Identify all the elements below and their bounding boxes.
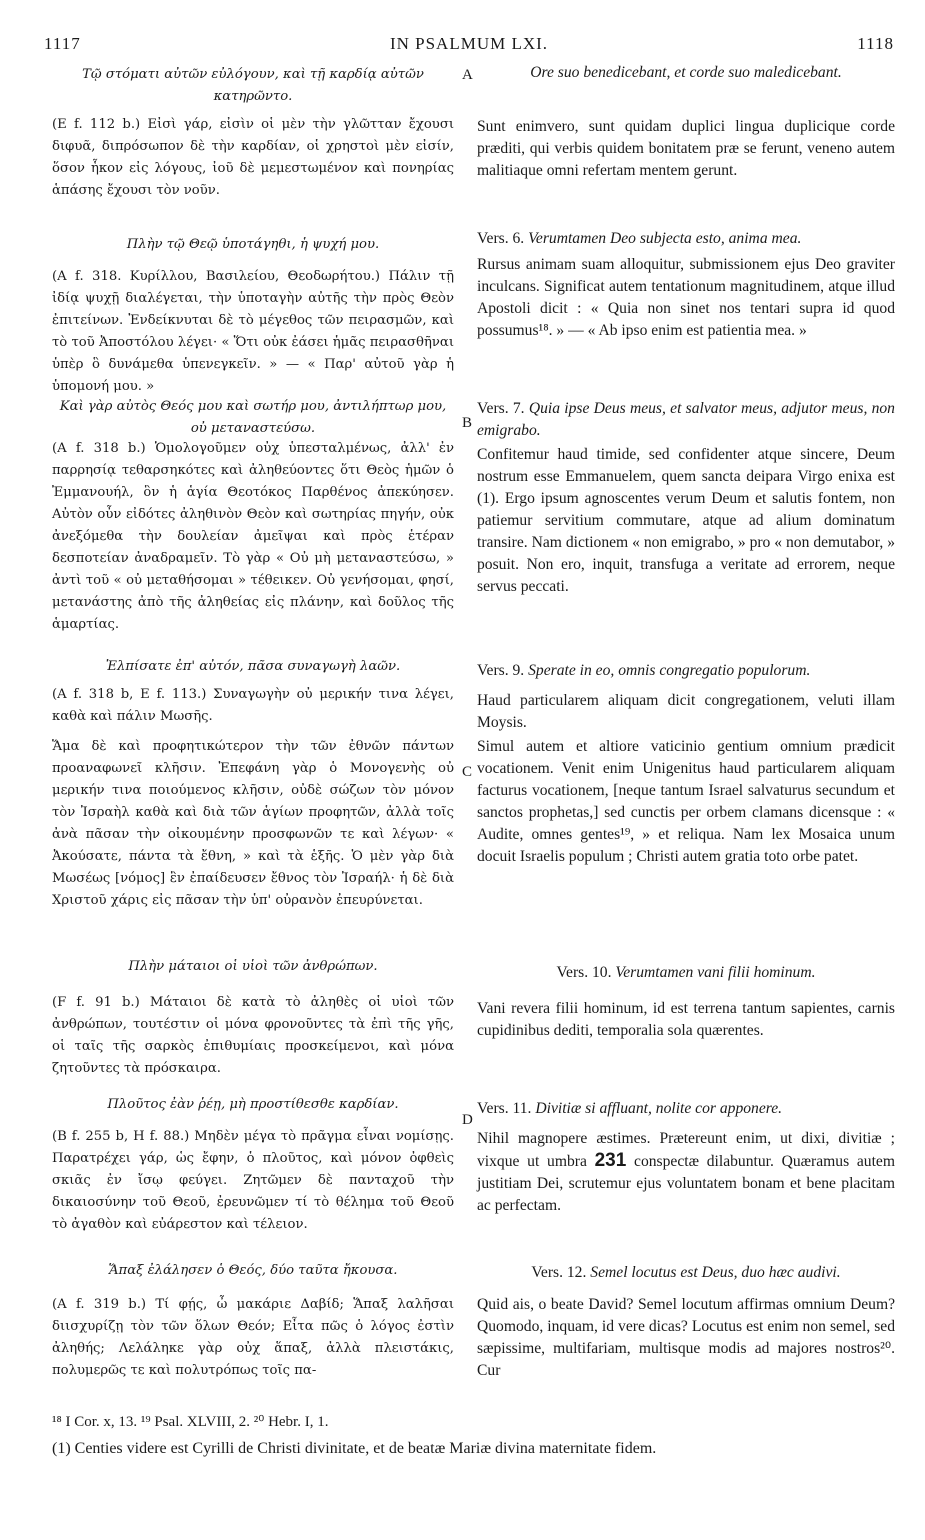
greek-verse: Ἅπαξ ἐλάλησεν ὁ Θεός, δύο ταῦτα ἤκουσα. [108,1263,398,1278]
verse-number: Vers. 11. [477,1100,532,1117]
column-number: 231 [594,1150,627,1171]
verse-number: Vers. 7. [477,400,525,417]
verse-text: Semel locutus est Deus, duo hæc audivi. [590,1264,841,1281]
latin-paragraph [477,1128,895,1217]
latin-paragraph: Quid ais, o beate David? Semel locutum affirmas omnium Deum? Quomodo, inquam, id vere dicas? Locutus est enim non semel, sed sæpissime, multifariam, multisque modis ad majores nostros²⁰. Cur [477,1296,895,1379]
latin-verse: Ore suo benedicebant, et corde suo maledicebant. [530,64,842,81]
greek-paragraph: (A f. 318 b.) Ὁμολογοῦμεν οὐχ ὑπεσταλμένως, ἀλλ' ἐν παρρησίᾳ τεθαρσηκότες καὶ ἀληθεύοντες ὅτι Θεὸς ἡμῶν ὁ Ἐμμανουήλ, ὃν ἡ ἁγία Θεοτόκος Παρθένος ἀπεκύησεν. Αὐτὸν οὖν εἰδότες ἀληθινὸν Θεὸν καὶ σωτηρίας πηγήν, οὐκ ἀνεξόμεθα τὴν δουλείαν ἀμεῖψαι καὶ πρὸς ἑτέραν δεσποτείαν ἀναδραμεῖν. Τὸ γὰρ « Οὐ μὴ μεταναστεύσω, » ἀντὶ τοῦ « οὐ μεταθήσομαι » τέθεικεν. Οὐ γενήσομαι, φησί, μετανάστης ἀπὸ τῆς ἀληθείας εἰς πλάνην, καὶ δοῦλος τῆς ἁμαρτίας. [52,441,454,632]
paragraph-text: conspectæ dilabuntur. Quæramus autem justitiam Dei, scrutemur ejus voluntatem bonam et bene placitam ac perfectam. [477,1153,895,1214]
greek-verse: Ἐλπίσατε ἐπ' αὐτόν, πᾶσα συναγωγὴ λαῶν. [105,659,401,674]
latin-verse [477,1262,895,1284]
greek-paragraph: (F f. 91 b.) Μάταιοι δὲ κατὰ τὸ ἀληθὲς οἱ υἱοὶ τῶν ἀνθρώπων, τουτέστιν οἱ μόνα φρονοῦντες τὰ ἐπὶ τῆς γῆς, οἱ ταῖς τῆς σαρκὸς ἐπιθυμίαις προσκείμενοι, καὶ μόνα ζητοῦντες τὰ πρόσκαιρα. [52,995,454,1076]
greek-paragraph: (A f. 318 b, E f. 113.) Συναγωγὴν οὐ μερικήν τινα λέγει, καθὰ καὶ πάλιν Μωσῆς. [52,687,454,724]
verse-text: Sperate in eo, omnis congregatio populorum. [528,662,811,679]
verse-text: Verumtamen vani filii hominum. [615,964,816,981]
greek-paragraph: (A f. 319 b.) Τί φῄς, ὦ μακάριε Δαβίδ; Ἅπαξ λαλῆσαι διισχυρίζῃ τὸν τῶν ὅλων Θεόν; Εἶτα πῶς ὁ λόγος ἐστὶν ἀληθής; Λελάληκε γὰρ οὐχ ἅπαξ, ἀλλὰ πλειστάκις, πολυμερῶς τε καὶ πολυτρόπως τοῖς πα- [52,1297,454,1378]
latin-paragraph: Confitemur haud timide, sed confidenter atque sincere, Deum nostrum esse Emmanuelem, quem sancta deipara Virgo enixa est (1). Ergo ipsum agnoscentes verum Deum et salutis fontem, non patiemur servitium commutare, atque ad alium dominatum transire. Nam dictionem « non emigrabo, » pro « non demutabor, » posuit. Non ero, inquit, transfuga a veritate ad errorem, neque servus peccati. [477,446,895,595]
margin-letter-b: B [462,415,473,431]
greek-verse: Πλὴν μάταιοι οἱ υἱοὶ τῶν ἀνθρώπων. [128,959,378,974]
greek-paragraph: Ἅμα δὲ καὶ προφητικώτερον τὴν τῶν ἐθνῶν πάντων προαναφωνεῖ κλῆσιν. Ἐπεφάνη γὰρ ὁ Μονογενὴς οὐ μερικήν τινα ποιούμενος κλῆσιν, οὐδὲ σώζων τὸν μόνον τὸν Ἰσραὴλ καθὰ καὶ διὰ τῶν ἁγίων προφητῶν, ἀλλὰ τοῖς ἀνὰ πᾶσαν τὴν οἰκουμένην προσφωνῶν τε καὶ λέγων· « Ἀκούσατε, πάντα τὰ ἔθνη, » καὶ τὰ ἑξῆς. Ὁ μὲν γὰρ διὰ Μωσέως [νόμος] ἓν ἐπαίδευσεν ἔθνος τὸν Ἰσραήλ· ἡ δὲ διὰ Χριστοῦ χάρις εἰς πᾶσαν τὴν ὑπ' οὐρανὸν ἐπευρύνεται. [52,739,454,908]
margin-letter-c: C [462,764,473,780]
greek-verse: Τῷ στόματι αὐτῶν εὐλόγουν, καὶ τῇ καρδίᾳ αὐτῶν κατηρῶντο. [82,67,424,104]
greek-verse: Πλὴν τῷ Θεῷ ὑποτάγηθι, ἡ ψυχή μου. [126,237,380,252]
running-header [44,34,894,58]
greek-paragraph: (E f. 112 b.) Εἰσὶ γάρ, εἰσὶν οἱ μὲν τὴν γλῶτταν ἔχουσι διφυᾶ, διπρόσωπον δὲ τὴν καρδίαν, οἱ χρηστοὶ μὲν εἰσίν, ὅσον ἧκον εἰς λόγους, ἰοῦ δὲ μεμεστωμένον καὶ πονηρίας ἁπάσης ἔχουσι τὸν νοῦν. [52,117,454,198]
running-title: IN PSALMUM LXI. [389,34,549,53]
latin-verse [477,962,895,984]
verse-number: Vers. 12. [531,1264,587,1281]
latin-paragraph: Sunt enimvero, sunt quidam duplici lingua duplicique corde præditi, qui verbis quidem bonitatem præ se ferunt, veneno autem malitiaque omni refertam mentem gerunt. [477,118,895,179]
greek-verse: Καὶ γὰρ αὐτὸς Θεός μου καὶ σωτήρ μου, ἀντιλήπτωρ μου, οὐ μεταναστεύσω. [59,399,447,436]
footnote-references: ¹⁸ I Cor. x, 13. ¹⁹ Psal. XLVIII, 2. ²⁰ Hebr. I, 1. [52,1414,329,1430]
latin-paragraph: Rursus animam suam alloquitur, submissionem ejus Deo graviter inculcans. Significat autem tentationum magnitudinem, atque illud Apostoli dicit : « Quia non sinet nos tentari supra id quod possumus¹⁸. » — « Ab ipso enim est patientia mea. » [477,256,895,339]
latin-verse [477,398,895,442]
greek-paragraph: (A f. 318. Κυρίλλου, Βασιλείου, Θεοδωρήτου.) Πάλιν τῇ ἰδίᾳ ψυχῇ διαλέγεται, τὴν ὑποταγὴν αὐτῆς τὴν πρὸς Θεὸν ἐπιτείνων. Ἐνδείκνυται δὲ τὸ μέγεθος τῶν πειρασμῶν, καὶ τὸ τοῦ Ἀποστόλου λέγει· « Ὅτι οὐκ ἐάσει ἡμᾶς πειρασθῆναι ὑπὲρ ὃ δυνάμεθα ὑπενεγκεῖν. » — « Παρ' αὐτοῦ γὰρ ἡ ὑπομονή μου. » [52,269,454,394]
page-number-left: 1117 [44,34,81,53]
verse-number: Vers. 9. [477,662,525,679]
verse-text: Divitiæ si affluant, nolite cor apponere. [535,1100,783,1117]
greek-verse: Πλοῦτος ἐὰν ῥέῃ, μὴ προστίθεσθε καρδίαν. [107,1097,399,1112]
margin-letter-d: D [462,1112,473,1128]
latin-verse [477,660,895,682]
greek-paragraph: (B f. 255 b, H f. 88.) Μηδὲν μέγα τὸ πρᾶγμα εἶναι νομίσῃς. Παρατρέχει γάρ, ὡς ἔφην, ὁ πλοῦτος, καὶ μόνον ὀφθεὶς σκιᾶς ἐν ἴσῳ φεύγει. Ζητῶμεν δὲ πανταχοῦ τὴν δικαιοσύνην τοῦ Θεοῦ, ἐρευνῶμεν τί τὸ θέλημα τοῦ Θεοῦ τὸ ἀγαθὸν καὶ εὐάρεστον καὶ τέλειον. [52,1129,454,1232]
verse-text: Quia ipse Deus meus, et salvator meus, adjutor meus, non emigrabo. [477,400,895,439]
latin-verse [477,228,895,250]
paragraph-text: Nihil magnopere æstimes. Prætereunt enim, ut dixi, divitiæ ; vixque ut umbra [477,1130,895,1170]
latin-paragraph: Haud particularem aliquam dicit congregationem, veluti illam Moysis. [477,692,895,731]
verse-number: Vers. 6. [477,230,525,247]
verse-number: Vers. 10. [556,964,612,981]
margin-letter-a: A [462,67,473,83]
footnote: (1) Centies videre est Cyrilli de Christi divinitate, et de beatæ Mariæ divina maternitate fidem. [52,1440,657,1457]
latin-paragraph: Vani revera filii hominum, id est terrena tantum sapientes, carnis cupidinibus dediti, temporalia sola quærentes. [477,1000,895,1039]
latin-verse [477,1098,895,1120]
verse-text: Verumtamen Deo subjecta esto, anima mea. [528,230,802,247]
latin-paragraph: Simul autem et altiore vaticinio gentium omnium prædicit vocationem. Venit enim Unigenitus haud particularem aliquam facturus vocationem, [neque tantum Israel salvaturus secundum et sanctos prophetas,] sed cunctis per orbem clamans dicensque : « Audite, omnes gentes¹⁹, » et reliqua. Nam lex Mosaica unum docuit Israelis populum ; Christi autem gratia toto orbe patet. [477,738,895,865]
page-number-right: 1118 [857,34,894,53]
